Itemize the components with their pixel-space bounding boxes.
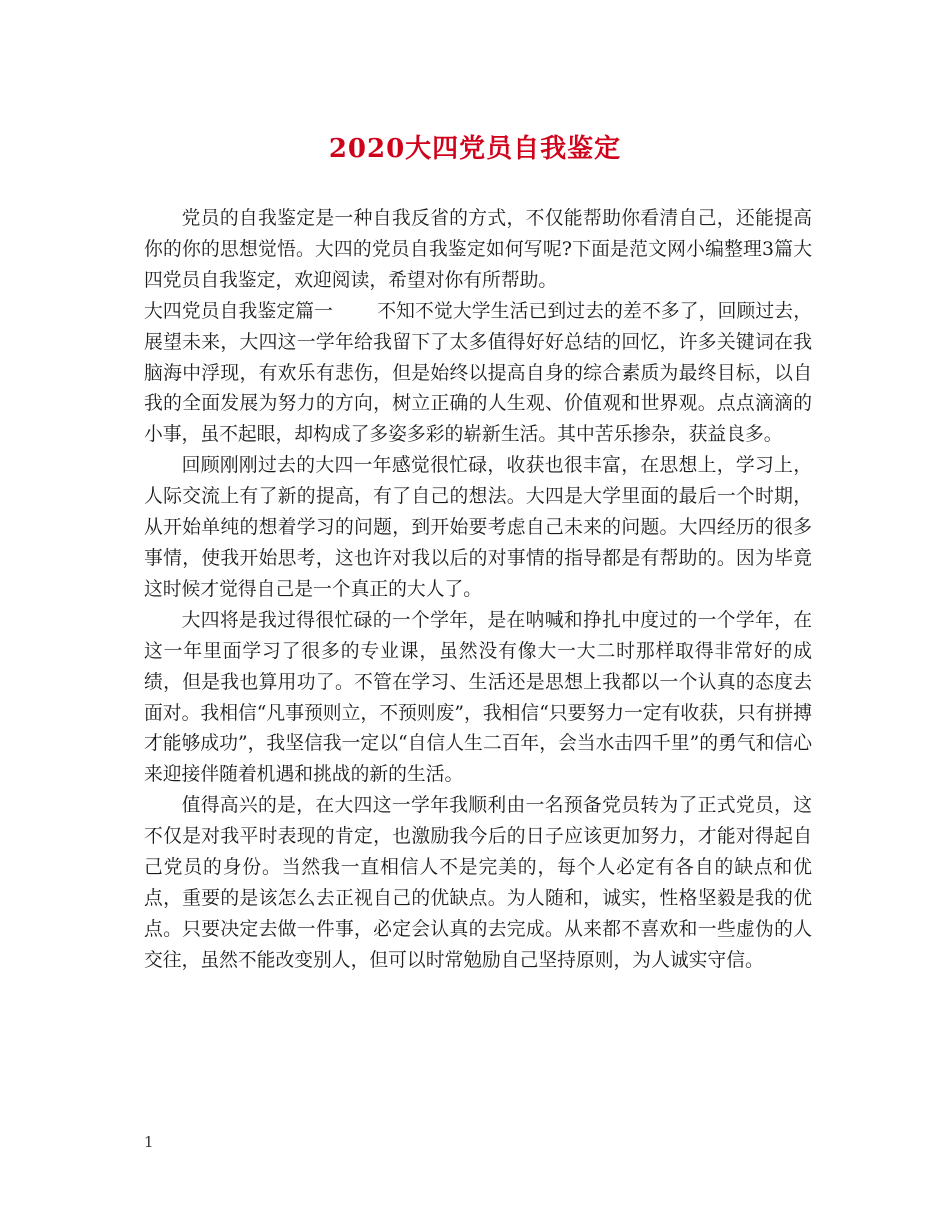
document-title: 2020大四党员自我鉴定 (328, 134, 622, 164)
intro-paragraph: 党员的自我鉴定是一种自我反省的方式，不仅能帮助你看清自己，还能提高你的你的思想觉悟。大四的党员自我鉴定如何写呢?下面是范文网小编整理3篇大四党员自我鉴定，欢迎阅读，希望对你有所帮助。 (144, 208, 812, 291)
page-number: 1 (144, 1133, 154, 1151)
body-paragraph: 值得高兴的是，在大四这一学年我顺利由一名预备党员转为了正式党员，这不仅是对我平时表现的肯定，也激励我今后的日子应该更加努力，才能对得起自己党员的身份。当然我一直相信人不是完美的，每个人必定有各自的缺点和优点，重要的是该怎么去正视自己的优缺点。为人随和，诚实，性格坚毅是我的优点。只要决定去做一件事，必定会认真的去完成。从来都不喜欢和一些虚伪的人交往，虽然不能改变别人，但可以时常勉励自己坚持原则，为人诚实守信。 (144, 795, 812, 971)
section-one-paragraph (144, 297, 812, 452)
document-body (144, 204, 812, 977)
section-first-text: 不知不觉大学生活已到过去的差不多了，回顾过去，展望未来，大四这一学年给我留下了太多值得好好总结的回忆，许多关键词在我脑海中浮现，有欢乐有悲伤，但是始终以提高自身的综合素质为最终目标，以自我的全面发展为努力的方向，树立正确的人生观、价值观和世界观。点点滴滴的小事，虽不起眼，却构成了多姿多彩的崭新生活。其中苦乐掺杂，获益良多。 (144, 300, 813, 446)
body-paragraph: 大四将是我过得很忙碌的一个学年，是在呐喊和挣扎中度过的一个学年，在这一年里面学习了很多的专业课，虽然没有像大一大二时那样取得非常好的成绩，但是我也算用功了。不管在学习、生活还是思想上我都以一个认真的态度去面对。我相信“凡事预则立，不预则废”，我相信“只要努力一定有收获，只有拼搏才能够成功”，我坚信我一定以“自信人生二百年，会当水击四千里”的勇气和信心来迎接伴随着机遇和挑战的新的生活。 (144, 609, 812, 786)
section-heading: 大四党员自我鉴定篇一 (144, 300, 334, 322)
body-paragraph: 回顾刚刚过去的大四一年感觉很忙碌，收获也很丰富，在思想上，学习上，人际交流上有了新的提高，有了自己的想法。大四是大学里面的最后一个时期，从开始单纯的想着学习的问题，到开始要考虑自己未来的问题。大四经历的很多事情，使我开始思考，这也许对我以后的对事情的指导都是有帮助的。因为毕竟这时候才觉得自己是一个真正的大人了。 (144, 455, 812, 600)
